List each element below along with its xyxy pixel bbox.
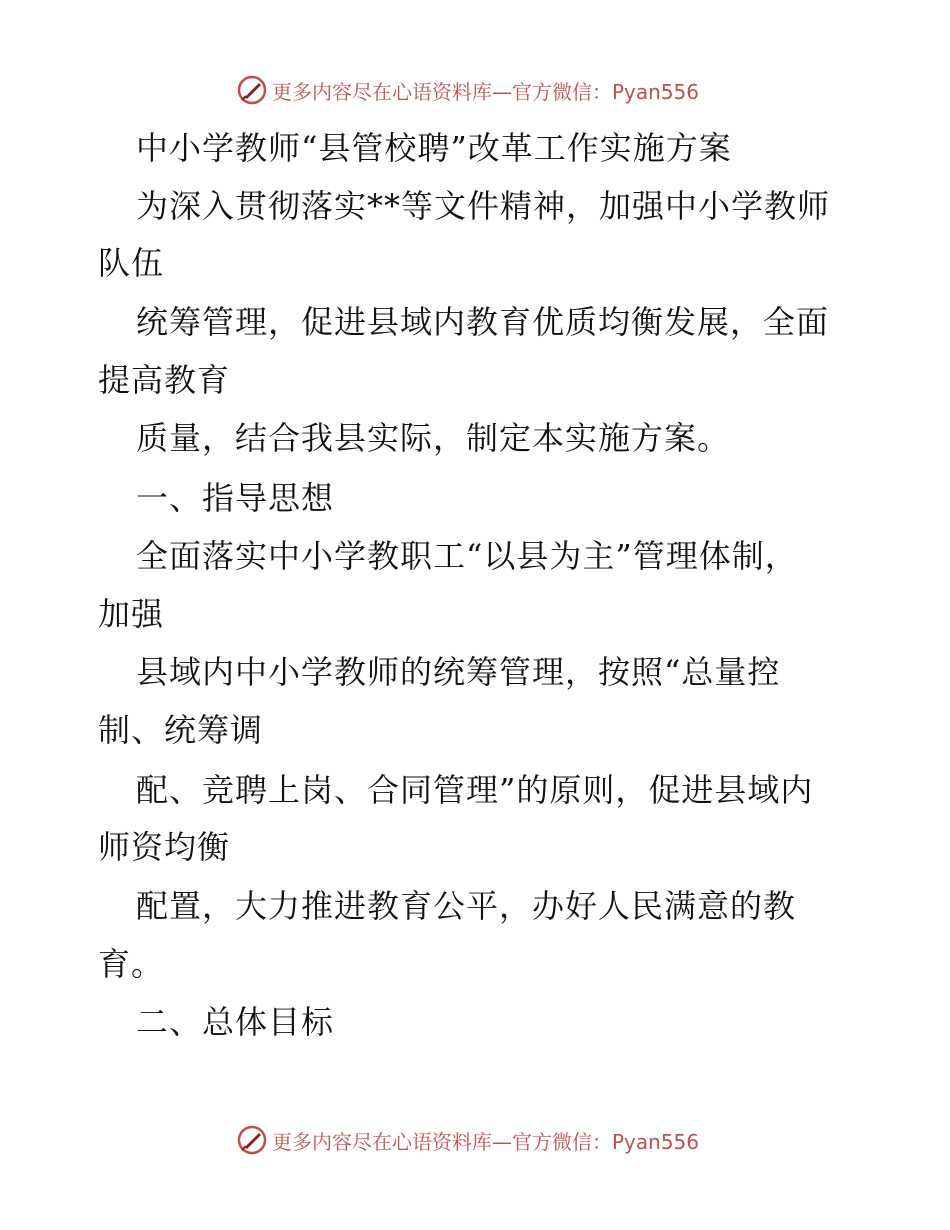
paragraph-line: 配置，大力推进教育公平，办好人民满意的教 [136, 887, 797, 925]
watermark-text: 更多内容尽在心语资料库—官方微信：Pyan556 [272, 79, 700, 104]
section-heading: 二、总体目标 [136, 1003, 335, 1041]
paragraph-line: 加强 [98, 595, 165, 633]
watermark-text: 更多内容尽在心语资料库—官方微信：Pyan556 [272, 1129, 700, 1154]
footer-watermark [236, 1122, 699, 1158]
paragraph-line: 配、竞聘上岗、合同管理”的原则，促进县域内 [136, 771, 814, 809]
section-heading: 一、指导思想 [136, 479, 335, 517]
paragraph-line: 师资均衡 [98, 828, 231, 866]
paragraph-line: 队伍 [98, 244, 165, 282]
paragraph-line: 统筹管理，促进县域内教育优质均衡发展，全面 [136, 303, 830, 341]
quill-logo-icon [236, 74, 268, 106]
paragraph-line: 全面落实中小学教职工“以县为主”管理体制， [136, 537, 798, 575]
paragraph-line: 制、统筹调 [98, 711, 264, 749]
paragraph-line: 育。 [98, 945, 165, 983]
paragraph-line: 提高教育 [98, 361, 231, 399]
header-watermark [236, 72, 699, 108]
quill-logo-icon [236, 1124, 268, 1156]
paragraph-line: 质量，结合我县实际，制定本实施方案。 [136, 419, 731, 457]
paragraph-line: 县域内中小学教师的统筹管理，按照“总量控 [136, 653, 781, 691]
document-title: 中小学教师“县管校聘”改革工作实施方案 [136, 129, 732, 167]
paragraph-line: 为深入贯彻落实**等文件精神，加强中小学教师 [136, 187, 831, 225]
